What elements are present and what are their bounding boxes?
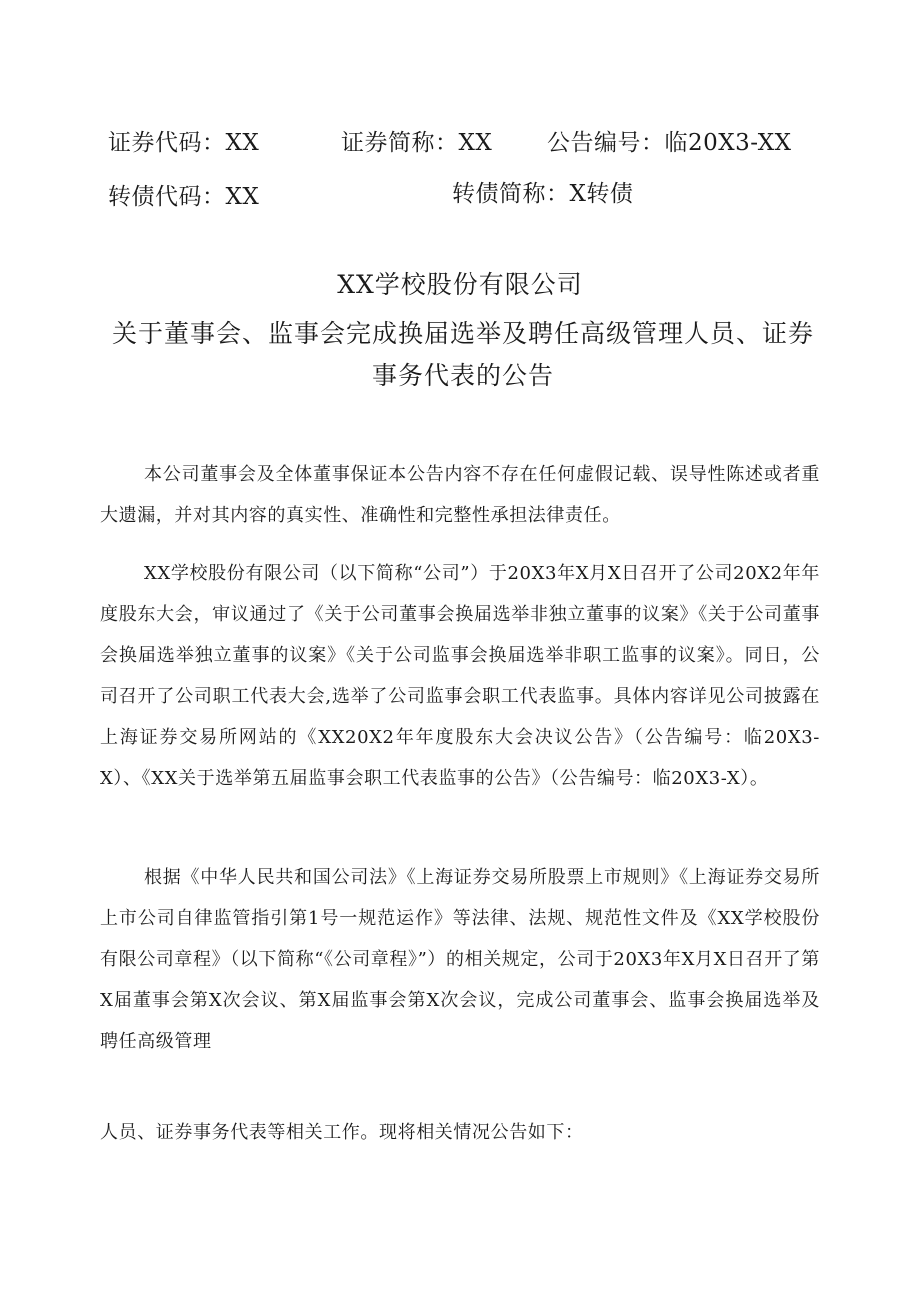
announcement-title: 关于董事会、监事会完成换届选举及聘任高级管理人员、证券事务代表的公告	[111, 319, 814, 390]
bond-short-name: 转债简称：X转债	[452, 181, 634, 207]
paragraph-disclaimer: 本公司董事会及全体董事保证本公告内容不存在任何虚假记载、误导性陈述或者重大遗漏，并对其内容的真实性、准确性和完整性承担法律责任。	[100, 464, 820, 526]
company-name-heading: XX学校股份有限公司	[337, 270, 583, 299]
paragraph-legal-basis: 根据《中华人民共和国公司法》《上海证券交易所股票上市规则》《上海证券交易所上市公司自律监管指引第1号一规范运作》等法律、法规、规范性文件及《XX学校股份有限公司章程》（以下简称“《公司章程》”）的相关规定，公司于20X3年X月X日召开了第X届董事会第X次会议、第X届监事会第X次会议，完成公司董事会、监事会换届选举及聘任高级管理	[100, 867, 820, 1052]
bond-code: 转债代码：XX	[108, 184, 260, 210]
stock-code: 证券代码：XX	[108, 130, 260, 156]
stock-short-name: 证券简称：XX	[341, 130, 493, 156]
paragraph-shareholder-meeting: XX学校股份有限公司（以下简称“公司”）于20X3年X月X日召开了公司20X2年年度股东大会，审议通过了《关于公司董事会换届选举非独立董事的议案》《关于公司董事会换届选举独立董事的议案》《关于公司监事会换届选举非职工监事的议案》。同日，公司召开了公司职工代表大会,选举了公司监事会职工代表监事。具体内容详见公司披露在上海证券交易所网站的《XX20X2年年度股东大会决议公告》（公告编号：临20X3-X）、《XX关于选举第五届监事会职工代表监事的公告》（公告编号：临20X3-X）。	[100, 563, 820, 789]
paragraph-conclusion: 人员、证券事务代表等相关工作。现将相关情况公告如下：	[100, 1122, 584, 1143]
announcement-number: 公告编号：临20X3-XX	[547, 130, 792, 156]
